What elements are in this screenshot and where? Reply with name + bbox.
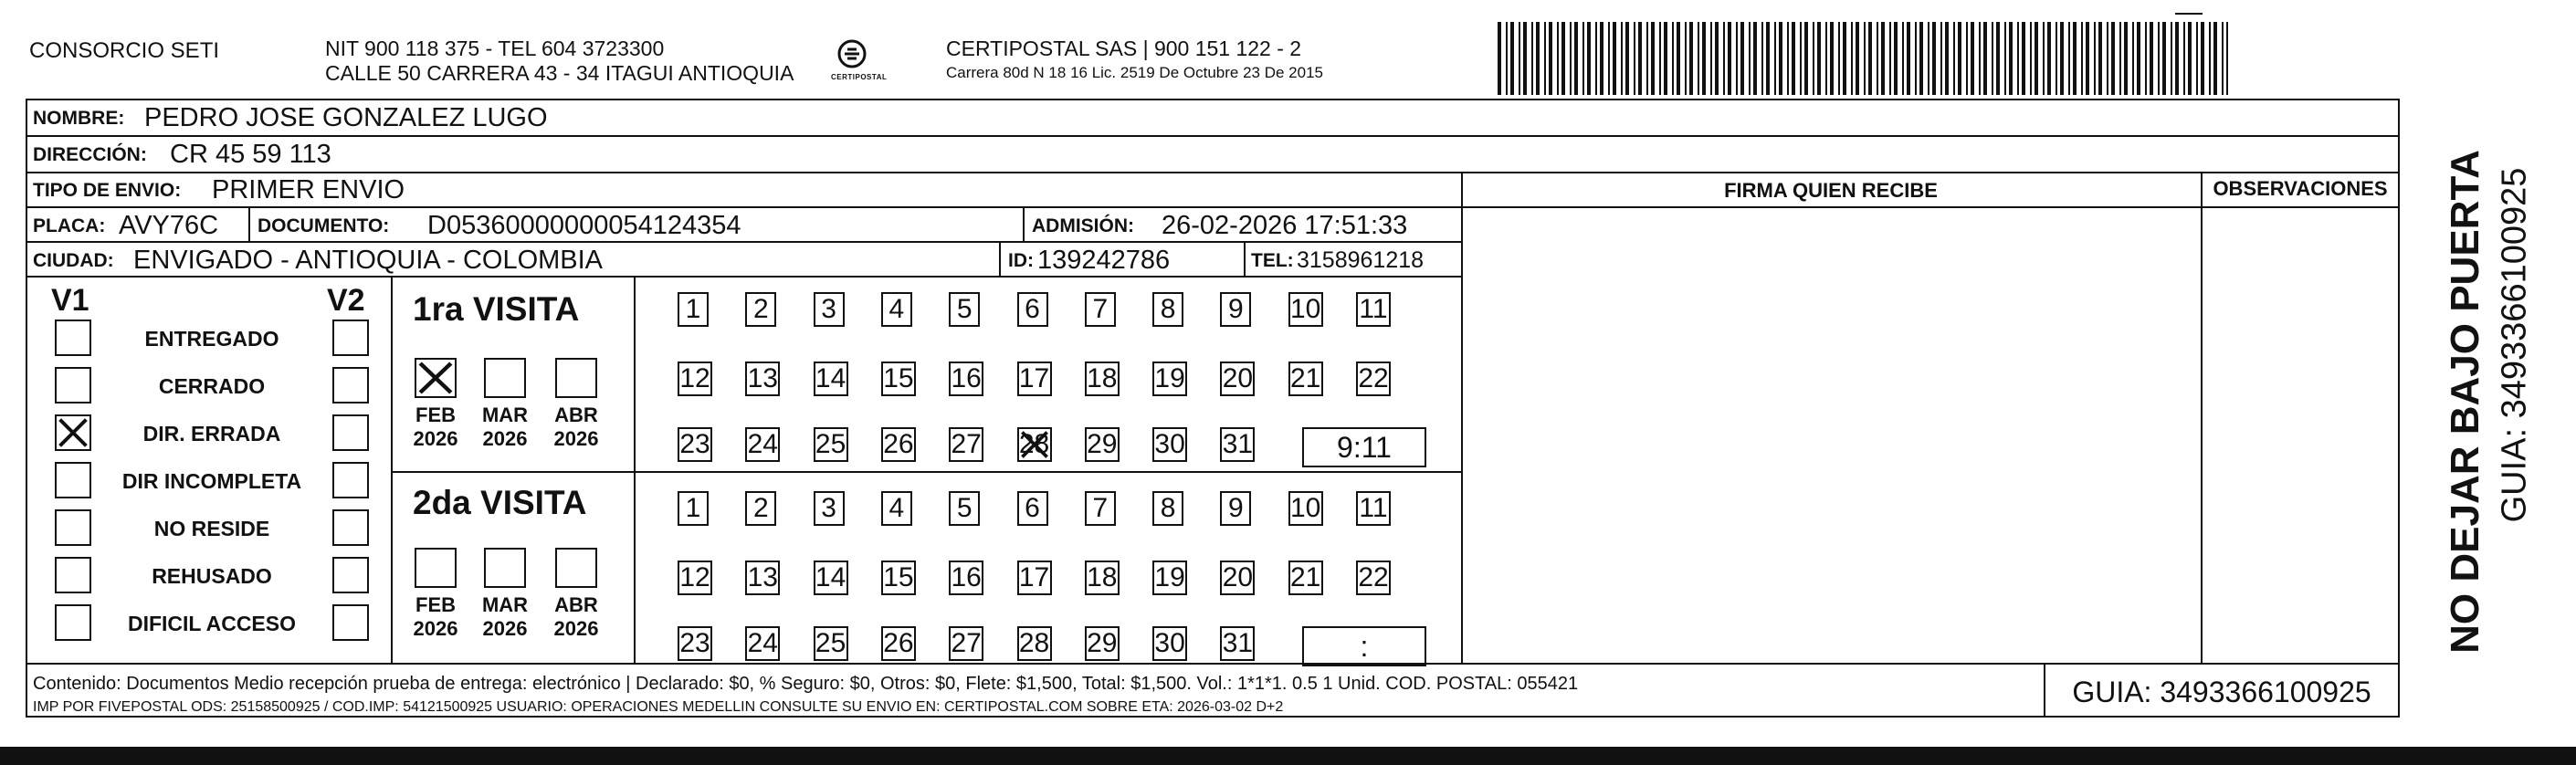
first-day-box[interactable] bbox=[678, 427, 712, 462]
month-year: 2026 bbox=[482, 427, 528, 450]
day-number: 28 bbox=[1018, 429, 1050, 459]
company-name: CONSORCIO SETI bbox=[29, 38, 220, 63]
first-day-box[interactable] bbox=[1085, 292, 1116, 327]
first-day-box[interactable] bbox=[949, 292, 980, 327]
first-day-box[interactable] bbox=[1152, 362, 1187, 396]
first-day-box[interactable] bbox=[881, 292, 912, 327]
day-number: 21 bbox=[1290, 363, 1321, 393]
day-number: 2 bbox=[752, 294, 769, 324]
second-day-box[interactable] bbox=[1356, 491, 1391, 526]
status-divider bbox=[391, 276, 393, 663]
second-day-box[interactable] bbox=[814, 491, 845, 526]
day-number: 3 bbox=[821, 294, 836, 324]
row-line bbox=[26, 135, 2400, 137]
tel-value: 3158961218 bbox=[1297, 247, 1425, 273]
status-option-label: ENTREGADO bbox=[144, 327, 279, 351]
certipostal-line2: Carrera 80d N 18 16 Lic. 2519 De Octubre 23 De 2015 bbox=[946, 64, 1323, 81]
shipment-type: PRIMER ENVIO bbox=[212, 175, 405, 204]
first-day-box[interactable] bbox=[678, 362, 712, 396]
second-time-field[interactable]: : bbox=[1302, 626, 1426, 666]
day-number: 27 bbox=[951, 429, 982, 459]
v1-checkbox[interactable] bbox=[55, 557, 91, 593]
bottom-bar bbox=[0, 747, 2576, 765]
month-year: 2026 bbox=[553, 427, 599, 450]
row-line bbox=[26, 172, 2400, 173]
document-label: DOCUMENTO: bbox=[258, 215, 390, 236]
visit-divider-vertical bbox=[634, 276, 636, 663]
day-number: 29 bbox=[1087, 429, 1118, 459]
day-number: 18 bbox=[1087, 562, 1118, 592]
day-number: 29 bbox=[1087, 628, 1118, 658]
v1-checkbox[interactable] bbox=[55, 462, 91, 498]
admission-value: 26-02-2026 17:51:33 bbox=[1162, 211, 1408, 240]
admission-label: ADMISIÓN: bbox=[1032, 215, 1134, 236]
second-day-box[interactable] bbox=[814, 561, 848, 595]
status-option-label: DIR INCOMPLETA bbox=[121, 469, 302, 493]
second-day-box[interactable] bbox=[1085, 491, 1116, 526]
day-number: 12 bbox=[679, 562, 710, 592]
month-label bbox=[473, 593, 537, 641]
day-number: 13 bbox=[747, 363, 778, 393]
status-option-label: DIFICIL ACCESO bbox=[127, 612, 296, 635]
v1-checkbox[interactable] bbox=[55, 414, 91, 451]
first-day-box[interactable] bbox=[1017, 362, 1052, 396]
first-day-box[interactable] bbox=[1220, 427, 1255, 462]
first-day-box[interactable] bbox=[1085, 427, 1120, 462]
v1-checkbox[interactable] bbox=[55, 604, 91, 641]
second-day-box[interactable] bbox=[881, 626, 916, 661]
first-day-box[interactable] bbox=[1288, 292, 1323, 327]
day-number: 16 bbox=[951, 562, 982, 592]
recipient-address: CR 45 59 113 bbox=[170, 140, 331, 169]
side-warning: NO DEJAR BAJO PUERTA bbox=[2443, 150, 2487, 654]
status-option-label: REHUSADO bbox=[152, 564, 272, 588]
first-day-box[interactable] bbox=[1356, 362, 1391, 396]
day-number: 25 bbox=[815, 628, 846, 658]
status-option-label: DIR. ERRADA bbox=[142, 422, 281, 445]
observations-label: OBSERVACIONES bbox=[2213, 177, 2388, 200]
day-number: 8 bbox=[1160, 493, 1176, 523]
day-number: 4 bbox=[888, 294, 905, 324]
day-number: 2 bbox=[752, 493, 769, 523]
first-day-box[interactable] bbox=[881, 427, 916, 462]
month-name: FEB bbox=[415, 403, 456, 426]
signature-label: FIRMA QUIEN RECIBE bbox=[1724, 179, 1938, 202]
id-value: 139242786 bbox=[1037, 246, 1171, 275]
day-number: 1 bbox=[685, 294, 701, 324]
second-day-box[interactable] bbox=[1288, 561, 1323, 595]
second-month-mar-checkbox[interactable] bbox=[484, 548, 526, 588]
first-day-box[interactable] bbox=[1152, 427, 1187, 462]
day-number: 14 bbox=[815, 363, 846, 393]
first-day-box[interactable] bbox=[881, 362, 916, 396]
first-day-box[interactable] bbox=[1220, 362, 1255, 396]
day-number: 21 bbox=[1290, 562, 1321, 592]
first-day-box[interactable] bbox=[745, 362, 780, 396]
day-number: 13 bbox=[747, 562, 778, 592]
day-number: 22 bbox=[1358, 363, 1389, 393]
cell-divider bbox=[248, 206, 250, 241]
first-day-box[interactable] bbox=[814, 362, 848, 396]
day-number: 7 bbox=[1092, 493, 1109, 523]
visit-divider bbox=[391, 471, 1461, 473]
first-day-box[interactable] bbox=[949, 362, 983, 396]
day-number: 23 bbox=[679, 429, 710, 459]
day-number: 6 bbox=[1025, 493, 1040, 523]
second-day-box[interactable] bbox=[678, 561, 712, 595]
second-day-box[interactable] bbox=[1152, 626, 1187, 661]
day-number: 18 bbox=[1087, 363, 1118, 393]
observations-area[interactable] bbox=[2203, 208, 2398, 661]
cell-divider bbox=[1023, 206, 1025, 241]
day-number: 25 bbox=[815, 429, 846, 459]
second-day-box[interactable] bbox=[1152, 561, 1187, 595]
second-day-box[interactable] bbox=[949, 491, 980, 526]
first-day-box[interactable] bbox=[1220, 292, 1251, 327]
day-number: 9 bbox=[1228, 294, 1244, 324]
second-day-box[interactable] bbox=[678, 491, 709, 526]
first-day-box[interactable] bbox=[745, 427, 780, 462]
day-number: 22 bbox=[1358, 562, 1389, 592]
v2-checkbox[interactable] bbox=[332, 509, 369, 546]
first-day-box[interactable] bbox=[1288, 362, 1323, 396]
day-number: 26 bbox=[883, 628, 914, 658]
second-day-box[interactable] bbox=[1085, 626, 1120, 661]
second-day-box[interactable] bbox=[1220, 626, 1255, 661]
day-number: 4 bbox=[888, 493, 905, 523]
first-month-abr-checkbox[interactable] bbox=[555, 358, 597, 398]
first-day-box[interactable] bbox=[1152, 292, 1183, 327]
barcode bbox=[1498, 22, 2228, 95]
v1-checkbox[interactable] bbox=[55, 320, 91, 356]
first-day-box[interactable] bbox=[1017, 427, 1052, 462]
month-label bbox=[404, 403, 468, 451]
first-day-box[interactable] bbox=[814, 292, 845, 327]
cell-divider bbox=[999, 241, 1001, 276]
month-name: MAR bbox=[481, 593, 529, 616]
day-number: 24 bbox=[747, 429, 778, 459]
v2-checkbox[interactable] bbox=[332, 604, 369, 641]
plate-value: AVY76C bbox=[119, 211, 219, 240]
first-month-feb-checkbox[interactable] bbox=[415, 358, 457, 398]
first-day-box[interactable] bbox=[1356, 292, 1391, 327]
v2-checkbox[interactable] bbox=[332, 462, 369, 498]
month-label bbox=[544, 593, 608, 641]
day-number: 16 bbox=[951, 363, 982, 393]
tel-label: TEL: bbox=[1251, 250, 1294, 271]
first-day-box[interactable] bbox=[814, 427, 848, 462]
footer-imp: IMP POR FIVEPOSTAL ODS: 25158500925 / COD.IMP: 54121500925 USUARIO: OPERACIONES MEDELLIN CONSULTE SU ENVIO EN: CERTIPOSTAL.COM SOBRE ETA: 2026-03-02 D+2 bbox=[33, 699, 1284, 715]
second-visit-title: 2da VISITA bbox=[413, 484, 587, 521]
day-number: 23 bbox=[679, 628, 710, 658]
second-day-box[interactable] bbox=[949, 626, 983, 661]
day-number: 30 bbox=[1154, 429, 1185, 459]
day-number: 27 bbox=[951, 628, 982, 658]
status-option-label: CERRADO bbox=[158, 374, 266, 398]
footer-contents: Contenido: Documentos Medio recepción prueba de entrega: electrónico | Declarado: $0, % Seguro: $0, Otros: $0, Flete: $1,500, Total: $1,500. Vol.: 1*1*1. 0.5 1 Unid. COD. POSTAL: 055421 bbox=[33, 674, 1579, 694]
second-day-box[interactable] bbox=[1152, 491, 1183, 526]
v2-checkbox[interactable] bbox=[332, 557, 369, 593]
day-number: 3 bbox=[821, 493, 836, 523]
first-time-field[interactable]: 9:11 bbox=[1302, 427, 1426, 467]
day-number: 5 bbox=[956, 493, 973, 523]
month-label bbox=[544, 403, 608, 451]
certipostal-logo-icon bbox=[836, 38, 867, 69]
row-line bbox=[26, 241, 1461, 243]
v2-label: V2 bbox=[327, 283, 365, 318]
second-day-box[interactable] bbox=[1017, 491, 1048, 526]
day-number: 9 bbox=[1228, 493, 1244, 523]
second-month-abr-checkbox[interactable] bbox=[555, 548, 597, 588]
day-number: 31 bbox=[1222, 628, 1254, 658]
first-day-box[interactable] bbox=[745, 292, 776, 327]
second-day-box[interactable] bbox=[745, 491, 776, 526]
second-day-box[interactable] bbox=[1356, 561, 1391, 595]
second-day-box[interactable] bbox=[881, 561, 916, 595]
second-month-feb-checkbox[interactable] bbox=[415, 548, 457, 588]
recipient-name: PEDRO JOSE GONZALEZ LUGO bbox=[144, 103, 548, 132]
side-guia: GUIA: 3493366100925 bbox=[2495, 167, 2534, 523]
first-day-box[interactable] bbox=[1085, 362, 1120, 396]
second-day-box[interactable] bbox=[1220, 561, 1255, 595]
second-day-box[interactable] bbox=[678, 626, 712, 661]
shipment-type-label: TIPO DE ENVIO: bbox=[33, 180, 182, 201]
day-number: 10 bbox=[1290, 493, 1321, 523]
second-day-box[interactable] bbox=[1288, 491, 1323, 526]
row-line bbox=[26, 276, 1461, 278]
first-month-mar-checkbox[interactable] bbox=[484, 358, 526, 398]
day-number: 11 bbox=[1359, 493, 1388, 523]
v1-checkbox[interactable] bbox=[55, 509, 91, 546]
v2-checkbox[interactable] bbox=[332, 367, 369, 403]
second-day-box[interactable] bbox=[1085, 561, 1120, 595]
day-number: 31 bbox=[1222, 429, 1254, 459]
certipostal-line1: CERTIPOSTAL SAS | 900 151 122 - 2 bbox=[946, 37, 1302, 60]
day-number: 20 bbox=[1222, 562, 1254, 592]
document-value: D05360000000054124354 bbox=[427, 211, 741, 240]
v2-checkbox[interactable] bbox=[332, 320, 369, 356]
day-number: 8 bbox=[1160, 294, 1176, 324]
cell-divider bbox=[1244, 241, 1246, 276]
day-number: 1 bbox=[685, 493, 701, 523]
month-name: ABR bbox=[554, 593, 598, 616]
v1-label: V1 bbox=[51, 283, 89, 318]
day-number: 15 bbox=[883, 363, 914, 393]
day-number: 17 bbox=[1018, 363, 1050, 393]
day-number: 5 bbox=[956, 294, 973, 324]
first-day-box[interactable] bbox=[678, 292, 709, 327]
day-number: 24 bbox=[747, 628, 778, 658]
day-number: 28 bbox=[1018, 628, 1050, 658]
top-mark bbox=[2175, 13, 2203, 15]
first-visit-title: 1ra VISITA bbox=[413, 290, 580, 328]
id-label: ID: bbox=[1008, 250, 1034, 271]
first-day-box[interactable] bbox=[949, 427, 983, 462]
month-label bbox=[473, 403, 537, 451]
month-name: ABR bbox=[554, 403, 598, 426]
address-line: CALLE 50 CARRERA 43 - 34 ITAGUI ANTIOQUIA bbox=[325, 61, 794, 85]
month-year: 2026 bbox=[413, 617, 458, 640]
second-day-box[interactable] bbox=[881, 491, 912, 526]
month-name: FEB bbox=[415, 593, 456, 616]
second-day-box[interactable] bbox=[1017, 561, 1052, 595]
status-option-label: NO RESIDE bbox=[153, 517, 270, 540]
second-day-box[interactable] bbox=[949, 561, 983, 595]
day-number: 11 bbox=[1359, 294, 1388, 324]
day-number: 15 bbox=[883, 562, 914, 592]
name-label: NOMBRE: bbox=[33, 108, 125, 129]
logo-text: CERTIPOSTAL bbox=[831, 73, 888, 81]
day-number: 26 bbox=[883, 429, 914, 459]
day-number: 19 bbox=[1154, 363, 1185, 393]
plate-label: PLACA: bbox=[33, 215, 106, 236]
month-year: 2026 bbox=[553, 617, 599, 640]
footer-guia: GUIA: 3493366100925 bbox=[2072, 676, 2371, 708]
city-label: CIUDAD: bbox=[33, 250, 114, 271]
address-label: DIRECCIÓN: bbox=[33, 144, 147, 165]
day-number: 12 bbox=[679, 363, 710, 393]
day-number: 20 bbox=[1222, 363, 1254, 393]
month-year: 2026 bbox=[413, 427, 458, 450]
day-number: 10 bbox=[1290, 294, 1321, 324]
city-value: ENVIGADO - ANTIOQUIA - COLOMBIA bbox=[133, 246, 604, 275]
day-number: 7 bbox=[1092, 294, 1109, 324]
second-day-box[interactable] bbox=[745, 626, 780, 661]
day-number: 14 bbox=[815, 562, 846, 592]
day-number: 6 bbox=[1025, 294, 1040, 324]
nit-line: NIT 900 118 375 - TEL 604 3723300 bbox=[325, 37, 665, 60]
second-day-box[interactable] bbox=[814, 626, 848, 661]
second-day-box[interactable] bbox=[745, 561, 780, 595]
month-year: 2026 bbox=[482, 617, 528, 640]
month-label bbox=[404, 593, 468, 641]
v2-checkbox[interactable] bbox=[332, 414, 369, 451]
second-day-box[interactable] bbox=[1017, 626, 1052, 661]
first-day-box[interactable] bbox=[1017, 292, 1048, 327]
day-number: 17 bbox=[1018, 562, 1050, 592]
second-day-box[interactable] bbox=[1220, 491, 1251, 526]
v1-checkbox[interactable] bbox=[55, 367, 91, 403]
month-name: MAR bbox=[481, 403, 529, 426]
day-number: 19 bbox=[1154, 562, 1185, 592]
signature-area[interactable] bbox=[1461, 208, 2201, 661]
day-number: 30 bbox=[1154, 628, 1185, 658]
